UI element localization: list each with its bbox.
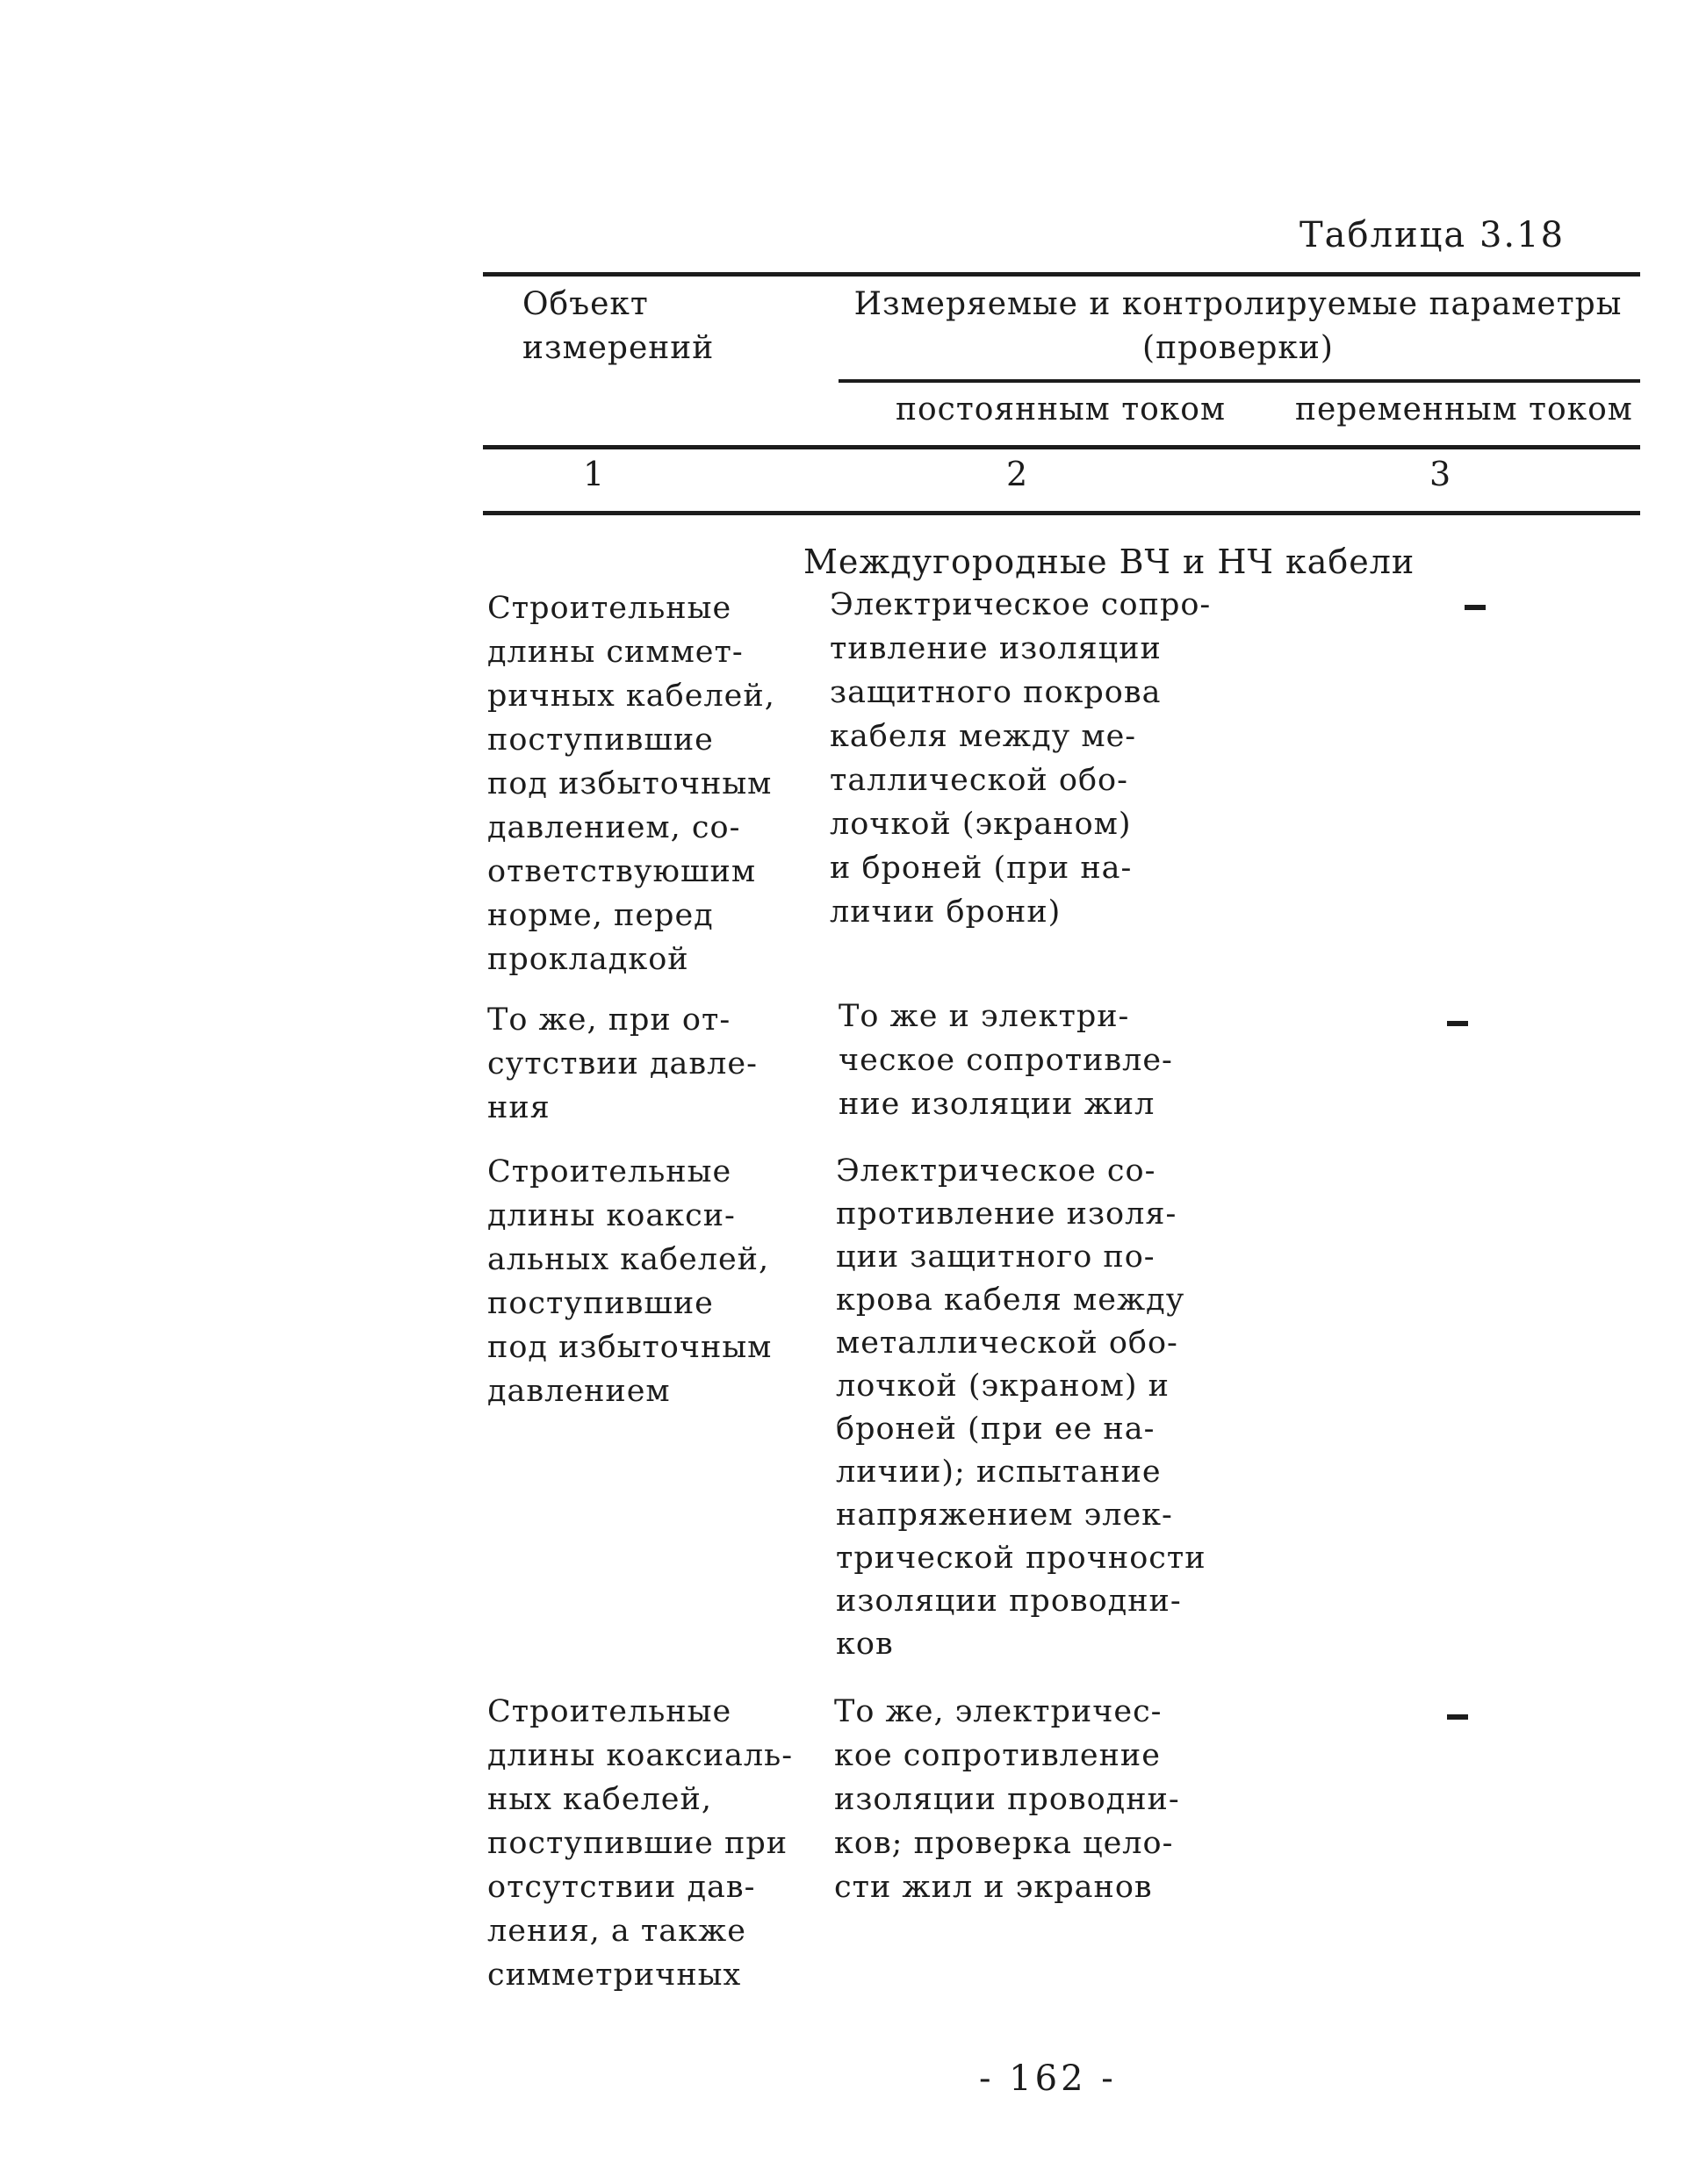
row-3-object: Строительные длины коакси- альных кабелей, поступившие под избыточным давлением [487,1154,773,1409]
page-number: - 162 - [979,2058,1117,2099]
row-2-dc: То же и электри- ческое сопротивле- ние изоляции жил [839,999,1173,1122]
row-1-object: Строительные длины симмет- ричных кабелей, поступившие под избыточным давлением, со- ответствуюшим норме, перед прокладкой [487,591,775,977]
row-3-dc: Электрическое со- противление изоля- ции защитного по- крова кабеля между металлической обо- лочкой (экраном) и броней (при ее на- личии); испытание напряжением элек- трической прочности изоляции проводни- ков [836,1153,1206,1662]
column-number-1: 1 [583,455,606,493]
row-2-object: То же, при от- сутствии давле- ния [487,1002,758,1125]
row-4-dc: То же, электричес- кое сопротивление изоляции проводни- ков; проверка цело- сти жил и экранов [834,1694,1180,1905]
row-4-ac-dash [1447,1714,1468,1720]
column-number-2: 2 [1006,455,1029,493]
column-header-dc: постоянным током [896,392,1226,427]
row-1-dc: Электрическое сопро- тивление изоляции защитного покрова кабеля между ме- таллической обо- лочкой (экраном) и броней (при на- личии брони) [830,587,1212,930]
column-header-group: Измеряемые и контролируемые параметры (проверки) [853,286,1623,366]
row-2-ac-dash [1447,1021,1468,1026]
column-header-ac: переменным током [1295,392,1633,427]
header-bottom-rule [483,445,1640,449]
table-label: Таблица 3.18 [1299,215,1566,255]
table-top-rule [483,272,1640,277]
section-title: Междугородные ВЧ и НЧ кабели [803,542,1415,581]
row-4-object: Строительные длины коаксиаль- ных кабелей, поступившие при отсутствии дав- ления, а также симметричных [487,1694,794,1993]
column-number-3: 3 [1429,455,1452,493]
group-header-rule [839,379,1640,383]
numbering-bottom-rule [483,511,1640,515]
row-1-ac-dash [1465,605,1486,610]
column-header-object: Объект измерений [522,286,715,366]
